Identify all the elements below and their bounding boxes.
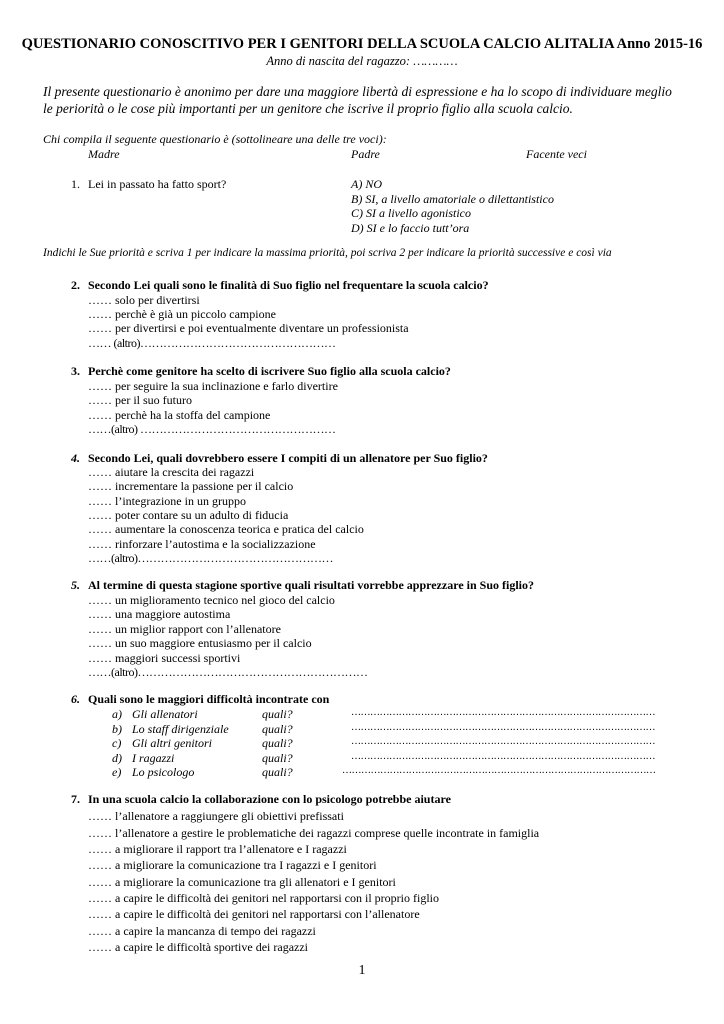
q3-option: …… per seguire la sua inclinazione e farlo divertire: [88, 379, 338, 393]
q7-text: In una scuola calcio la collaborazione con lo psicologo potrebbe aiutare: [88, 792, 451, 806]
page-number: 1: [358, 963, 366, 978]
q4-number: 4.: [71, 451, 80, 465]
q6-item-letter: b): [112, 722, 122, 736]
q2-text: Secondo Lei quali sono le finalità di Suo figlio nel frequentare la scuola calcio?: [88, 278, 489, 292]
q6-item-answer-line: ……………………………………………………………………………………: [351, 722, 655, 733]
q3-number: 3.: [71, 364, 80, 378]
q6-item-label: Lo staff dirigenziale: [132, 722, 229, 736]
q5-option: …… un miglioramento tecnico nel gioco del calcio: [88, 593, 335, 607]
q5-text: Al termine di questa stagione sportive quali risultati vorrebbe apprezzare in Suo figlio?: [88, 578, 534, 592]
q6-number: 6.: [71, 692, 80, 706]
q6-item-letter: e): [112, 765, 122, 779]
respondent-prompt: Chi compila il seguente questionario è (sottolineare una delle tre voci):: [43, 132, 387, 146]
q6-item-label: I ragazzi: [132, 751, 175, 765]
q6-item-label: Lo psicologo: [132, 765, 195, 779]
q2-option: …… solo per divertirsi: [88, 293, 200, 307]
q2-option: …… (altro)……………………………………………: [88, 336, 336, 350]
q1-option: C) SI a livello agonistico: [351, 206, 471, 220]
q6-item-answer-line: ……………………………………………………………………………………: [351, 736, 655, 747]
q5-option: …… una maggiore autostima: [88, 607, 231, 621]
intro-paragraph: Il presente questionario è anonimo per dare una maggiore libertà di espressione e ha lo scopo di individuare meglio le periorità o le cose più importanti per un genitore che iscrive il proprio figlio alla scuola calcio.: [43, 84, 672, 116]
respondent-choice-padre: Padre: [351, 147, 380, 161]
q7-option: …… a capire la mancanza di tempo dei ragazzi: [88, 924, 316, 938]
q5-option: …… un suo maggiore entusiasmo per il calcio: [88, 636, 312, 650]
q1-option: B) SI, a livello amatoriale o dilettantistico: [351, 192, 554, 206]
priority-instruction: Indichi le Sue priorità e scriva 1 per indicare la massima priorità, poi scriva 2 per indicare la priorità successive e così via: [43, 247, 612, 259]
q7-option: …… a capire le difficoltà dei genitori nel rapportarsi con l’allenatore: [88, 907, 420, 921]
q6-item-question: quali?: [262, 707, 293, 721]
q6-item-label: Gli allenatori: [132, 707, 198, 721]
q1-number: 1.: [71, 177, 80, 191]
q4-option: …… incrementare la passione per il calcio: [88, 479, 294, 493]
q5-number: 5.: [71, 578, 80, 592]
q6-item-answer-line: ……………………………………………………………………………………: [351, 751, 655, 762]
birth-year-field: Anno di nascita del ragazzo: …………: [266, 54, 458, 68]
respondent-choice-facente-veci: Facente veci: [526, 147, 587, 161]
q1-text: Lei in passato ha fatto sport?: [88, 177, 227, 191]
q4-option: …… rinforzare l’autostima e la socializzazione: [88, 537, 316, 551]
q4-option: …… l’integrazione in un gruppo: [88, 494, 246, 508]
q3-text: Perchè come genitore ha scelto di iscrivere Suo figlio alla scuola calcio?: [88, 364, 451, 378]
q7-option: …… l’allenatore a gestire le problematiche dei ragazzi comprese quelle incontrate in famiglia: [88, 826, 540, 840]
q6-item-question: quali?: [262, 736, 293, 750]
q4-option: …… aumentare la conoscenza teorica e pratica del calcio: [88, 522, 364, 536]
q3-option: …… perchè ha la stoffa del campione: [88, 408, 271, 422]
q5-option: …… un miglior rapport con l’allenatore: [88, 622, 281, 636]
q4-option: ……(altro)……………………………………………: [88, 551, 333, 565]
q7-option: …… a migliorare il rapport tra l’allenatore e I ragazzi: [88, 842, 347, 856]
q7-option: …… l’allenatore a raggiungere gli obiettivi prefissati: [88, 809, 344, 823]
q7-option: …… a migliorare la comunicazione tra I ragazzi e I genitori: [88, 858, 377, 872]
q5-option: ……(altro)……………………………………………………: [88, 665, 368, 679]
q1-option: D) SI e lo faccio tutt’ora: [351, 221, 470, 235]
q6-item-letter: d): [112, 751, 122, 765]
respondent-choice-madre: Madre: [88, 147, 120, 161]
q5-option: …… maggiori successi sportivi: [88, 651, 241, 665]
q7-option: …… a migliorare la comunicazione tra gli allenatori e I genitori: [88, 875, 396, 889]
q4-text: Secondo Lei, quali dovrebbero essere I compiti di un allenatore per Suo figlio?: [88, 451, 488, 465]
q2-option: …… per divertirsi e poi eventualmente diventare un professionista: [88, 321, 409, 335]
q3-option: …… per il suo futuro: [88, 393, 192, 407]
q2-option: …… perchè è già un piccolo campione: [88, 307, 276, 321]
q6-item-answer-line: ……………………………………………………………………………………: [351, 707, 655, 718]
q3-option: ……(altro) ……………………………………………: [88, 422, 336, 436]
q6-text: Quali sono le maggiori difficoltà incontrate con: [88, 692, 330, 706]
q7-option: …… a capire le difficoltà sportive dei ragazzi: [88, 940, 309, 954]
q6-item-answer-line: ………………………………………………………………………………………: [342, 765, 656, 776]
q6-item-letter: a): [112, 707, 122, 721]
q6-item-question: quali?: [262, 751, 293, 765]
q7-option: …… a capire le difficoltà dei genitori nel rapportarsi con il proprio figlio: [88, 891, 439, 905]
q4-option: …… aiutare la crescita dei ragazzi: [88, 465, 255, 479]
q2-number: 2.: [71, 278, 80, 292]
q4-option: …… poter contare su un adulto di fiducia: [88, 508, 289, 522]
q6-item-label: Gli altri genitori: [132, 736, 213, 750]
document-title: QUESTIONARIO CONOSCITIVO PER I GENITORI DELLA SCUOLA CALCIO ALITALIA Anno 2015-16: [21, 36, 703, 52]
q1-option: A) NO: [351, 177, 382, 191]
q6-item-question: quali?: [262, 722, 293, 736]
q6-item-letter: c): [112, 736, 122, 750]
q6-item-question: quali?: [262, 765, 293, 779]
q7-number: 7.: [71, 792, 80, 806]
